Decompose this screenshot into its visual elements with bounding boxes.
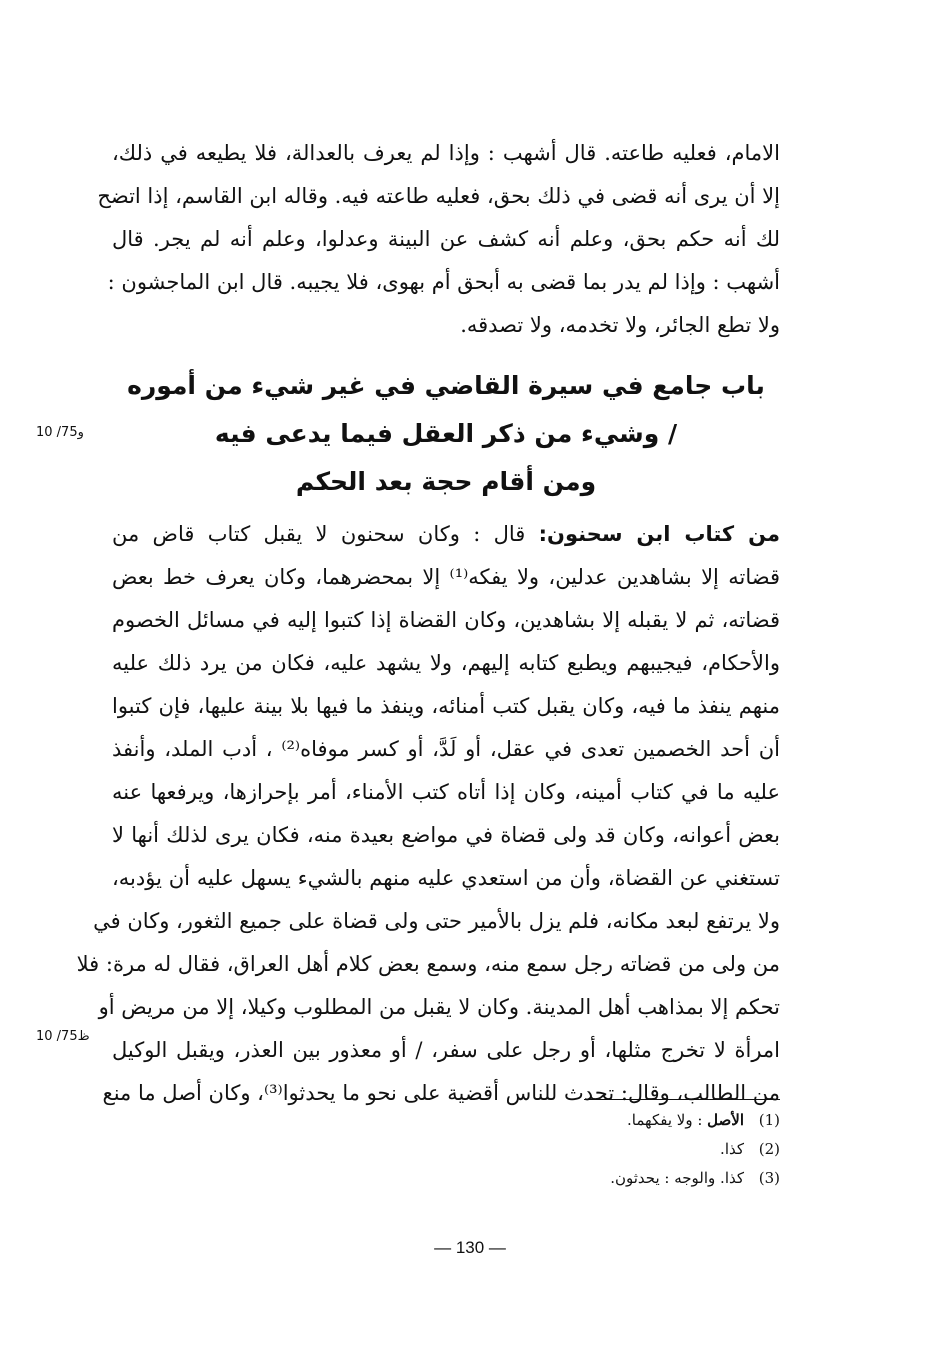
margin-note: 10 /75و (36, 425, 84, 440)
text-line: لك أنه حكم بحق، وعلم أنه كشف عن البينة وعدلوا، وعلم أنه لم يجر. قال (112, 227, 780, 251)
text-span: قال : وكان سحنون لا يقبل كتاب قاض من (112, 522, 539, 546)
text-line: أن أحد الخصمين تعدى في عقل، أو لَدَّ، أو كسر موفاه⁽²⁾ ، أدب الملد، وأنفذ (112, 737, 780, 761)
page-number: — 130 — (434, 1238, 506, 1257)
text-line: تستغني عن القضاة، وأن من استعدي عليه منهم بالشيء يسهل عليه أن يؤدبه، (112, 866, 780, 890)
footnote-number: (2) (758, 1140, 780, 1158)
footnote (380, 1106, 780, 1135)
footnote (380, 1135, 780, 1164)
heading-line: / وشيء من ذكر العقل فيما يدعى فيه (214, 419, 678, 448)
footnote-rule (584, 1099, 780, 1100)
top-paragraph (97, 132, 780, 347)
text-line: عليه ما في كتاب أمينه، وكان إذا أتاه كتب الأمناء، أمر بإحرازها، ويرفعها عنه (112, 780, 780, 804)
text-line: منهم ينفذ ما فيه، وكان يقبل كتب أمنائه، وينفذ ما فيها بلا بينة عليها، فإن كتبوا (112, 694, 780, 718)
footnote-number: (3) (758, 1169, 780, 1187)
text-line: ولا يرتفع لبعد مكانه، فلم يزل بالأمير حتى ولى قضاة على جميع الثغور، وكان في (93, 909, 780, 933)
text-line: قضاته إلا بشاهدين عدلين، ولا يفكه⁽¹⁾ إلا بمحضرهما، وكان يعرف خط بعض (112, 565, 780, 589)
text-line: تحكم إلا بمذاهب أهل المدينة. وكان لا يقبل من المطلوب وكيلا، إلا من مريض أو (98, 995, 780, 1019)
text-line: والأحكام، فيجيبهم ويطبع كتابه إليهم، ولا يشهد عليه، فكان من يرد ذلك عليه (112, 651, 780, 675)
body-paragraph (76, 513, 780, 1115)
text-line: من الطالب، وقال: تحدث للناس أقضية على نحو ما يحدثوا⁽³⁾، وكان أصل ما منع (102, 1081, 780, 1105)
footnotes (380, 1106, 780, 1193)
text-line: الامام، فعليه طاعته. قال أشهب : وإذا لم يعرف بالعدالة، فلا يطيعه في ذلك، (112, 141, 780, 165)
heading-line: باب جامع في سيرة القاضي في غير شيء من أموره (127, 371, 765, 400)
text-line: أشهب : وإذا لم يدر بما قضى به أبحق أم بهوى، فلا يجيبه. قال ابن الماجشون : (107, 270, 780, 294)
source-title: من كتاب ابن سحنون: (538, 522, 780, 546)
margin-note: 10 /75ظ (36, 1029, 90, 1044)
footnote-text: كذا. والوجه : يحدثون. (610, 1169, 744, 1187)
text-line: ولا تطع الجائر، ولا تخدمه، ولا تصدقه. (460, 313, 780, 337)
text-line: من ولى من قضاته رجل سمع منه، وسمع بعض كلام أهل العراق، فقال له مرة: فلا (76, 952, 780, 976)
footnote-text: كذا. (720, 1140, 744, 1158)
text-line: بعض أعوانه، وكان قد ولى قضاة في مواضع بعيدة منه، فكان يرى لذلك أنها لا (112, 823, 780, 847)
footnote-text: : ولا يفكهما. (627, 1111, 708, 1129)
text-line: إلا أن يرى أنه قضى في ذلك بحق، فعليه طاعته فيه. وقاله ابن القاسم، إذا اتضح (97, 184, 780, 208)
section-heading (112, 362, 780, 506)
footnote-number: (1) (758, 1111, 780, 1129)
footnote (380, 1164, 780, 1193)
text-line: قضاته، ثم لا يقبله إلا بشاهدين، وكان القضاة إذا كتبوا إليه في مسائل الخصوم (112, 608, 780, 632)
heading-line: ومن أقام حجة بعد الحكم (295, 467, 597, 496)
footnote-key: الأصل (707, 1111, 744, 1129)
text-line (112, 513, 780, 556)
text-line: امرأة لا تخرج مثلها، أو رجل على سفر، / أو معذور بين العذر، ويقبل الوكيل (112, 1038, 780, 1062)
